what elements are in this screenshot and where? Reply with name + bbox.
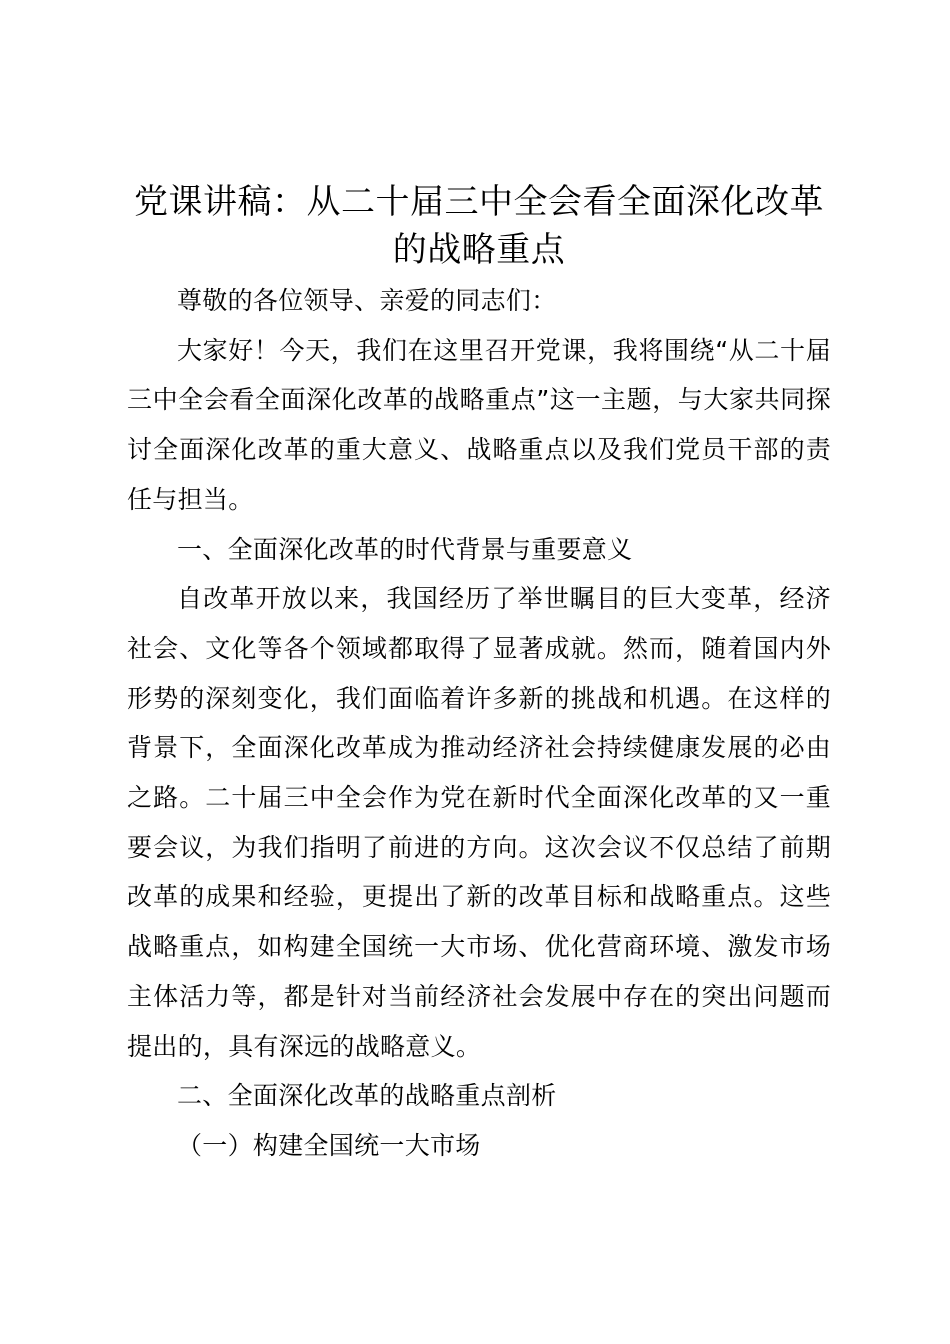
title-line-2: 的战略重点	[392, 230, 566, 270]
section-1-body: 自改革开放以来，我国经历了举世瞩目的巨大变革，经济社会、文化等各个领域都取得了显著成就。然而，随着国内外形势的深刻变化，我们面临着许多新的挑战和机遇。在这样的背景下，全面深化改革成为推动经济社会持续健康发展的必由之路。二十届三中全会作为党在新时代全面深化改革的又一重要会议，为我们指明了前进的方向。这次会议不仅总结了前期改革的成果和经验，更提出了新的改革目标和战略重点。这些战略重点，如构建全国统一大市场、优化营商环境、激发市场主体活力等，都是针对当前经济社会发展中存在的突出问题而提出的，具有深远的战略意义。	[127, 584, 831, 1061]
section-2-heading: 二、全面深化改革的战略重点剖析	[177, 1081, 557, 1111]
title-line-1: 党课讲稿：从二十届三中全会看全面深化改革	[134, 182, 824, 222]
section-1-heading: 一、全面深化改革的时代背景与重要意义	[177, 534, 633, 564]
document-title	[127, 178, 831, 274]
intro-paragraph: 大家好！今天，我们在这里召开党课，我将围绕“从二十届三中全会看全面深化改革的战略重点”这一主题，与大家共同探讨全面深化改革的重大意义、战略重点以及我们党员干部的责任与担当。	[127, 335, 831, 514]
section-2-subheading-1: （一）构建全国统一大市场	[177, 1130, 481, 1160]
document-body	[127, 178, 831, 1171]
greeting-paragraph: 尊敬的各位领导、亲爱的同志们：	[177, 286, 557, 315]
